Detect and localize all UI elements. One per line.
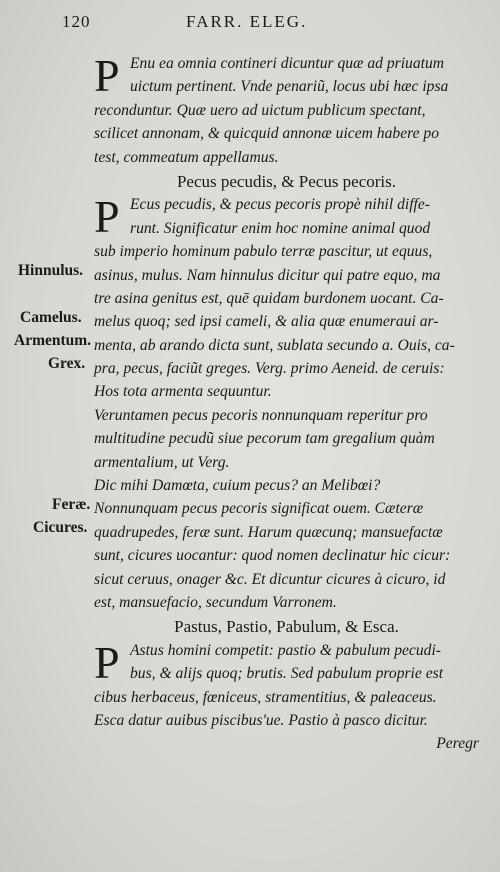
section-penus: [94, 52, 479, 169]
page-number: 120: [62, 12, 91, 31]
text-line: runt. Significatur enim hoc nomine animal quod: [130, 219, 431, 237]
catchword: Peregr: [436, 735, 479, 753]
text-line: Ecus pecudis, & pecus pecoris propè nihil diffe-: [130, 196, 430, 214]
text-line: menta, ab arando dicta sunt, sublata secundo a. Ouis, ca-: [94, 336, 455, 354]
body-text: [94, 52, 479, 756]
text-line: bus, & alijs quoq; brutis. Sed pabulum proprie est: [130, 665, 444, 683]
text-line: Enu ea omnia contineri dicuntur quæ ad priuatum: [130, 55, 445, 72]
section-heading: Pastus, Pastio, Pabulum, & Esca.: [174, 617, 399, 637]
text-line: multitudine pecudũ siue pecorum tam gregalium quàm: [94, 430, 435, 448]
text-line: cibus herbaceus, fœniceus, stramentitius, & paleaceus.: [94, 688, 437, 706]
running-title: FARR. ELEG.: [186, 12, 308, 31]
text-line: Esca datur auibus piscibus'ue. Pastio à pasco dicitur.: [94, 711, 428, 729]
text-line: Astus homini competit: pastio & pabulum pecudi-: [130, 641, 441, 659]
text-line: sunt, cicures uocantur: quod nomen declinatur hic cicur:: [94, 547, 451, 565]
text-line: Dic mihi Damœta, cuium pecus? an Melibœi?: [94, 477, 381, 495]
section-pecus: [94, 193, 479, 614]
margin-note-grex: Grex.: [48, 355, 86, 372]
text-line: uictum pertinent. Vnde penariũ, locus ubi hæc ipsa: [130, 78, 449, 96]
margin-note-cicures: Cicures.: [33, 519, 88, 536]
text-line: quadrupedes, feræ sunt. Harum quæcunq; mansuefactæ: [94, 523, 443, 541]
text-line: asinus, mulus. Nam hinnulus dicitur qui patre equo, ma: [94, 266, 441, 284]
page-header: [0, 12, 500, 36]
text-line: Hos tota armenta sequuntur.: [94, 383, 272, 401]
section-pastus: [94, 636, 479, 733]
drop-cap: P: [94, 50, 120, 101]
text-line: scilicet annonam, & quicquid annonæ uicem habere po: [94, 125, 440, 143]
text-line: est, mansuefacio, secundum Varronem.: [94, 593, 337, 611]
text-line: armentalium, ut Verg.: [94, 453, 230, 471]
drop-cap: P: [94, 636, 120, 688]
margin-note-camelus: Camelus.: [20, 309, 82, 326]
text-line: sub imperio hominum pabulo terræ pascitur, ut equus,: [94, 243, 433, 261]
text-line: tre asina genitus est, quē quidam burdonem uocant. Ca-: [94, 289, 444, 307]
text-line: reconduntur. Quæ uero ad uictum publicum spectant,: [94, 101, 426, 119]
text-line: sicut ceruus, onager &c. Et dicuntur cicures à cicuro, id: [94, 570, 446, 588]
section-heading: Pecus pecudis, & Pecus pecoris.: [176, 171, 397, 191]
margin-note-hinnulus: Hinnulus.: [18, 262, 84, 279]
text-line: Nonnunquam pecus pecoris significat ouem. Cæteræ: [94, 500, 424, 518]
text-line: Veruntamen pecus pecoris nonnunquam reperitur pro: [94, 406, 428, 424]
margin-note-ferae: Feræ.: [52, 496, 91, 513]
drop-cap: P: [94, 191, 120, 243]
margin-note-armentum: Armentum.: [14, 332, 92, 349]
text-line: test, commeatum appellamus.: [94, 148, 279, 166]
text-line: pra, pecus, faciũt greges. Verg. primo Aeneid. de ceruis:: [94, 360, 445, 378]
text-line: melus quoq; sed ipsi cameli, & alia quæ enumeraui ar-: [94, 313, 439, 331]
